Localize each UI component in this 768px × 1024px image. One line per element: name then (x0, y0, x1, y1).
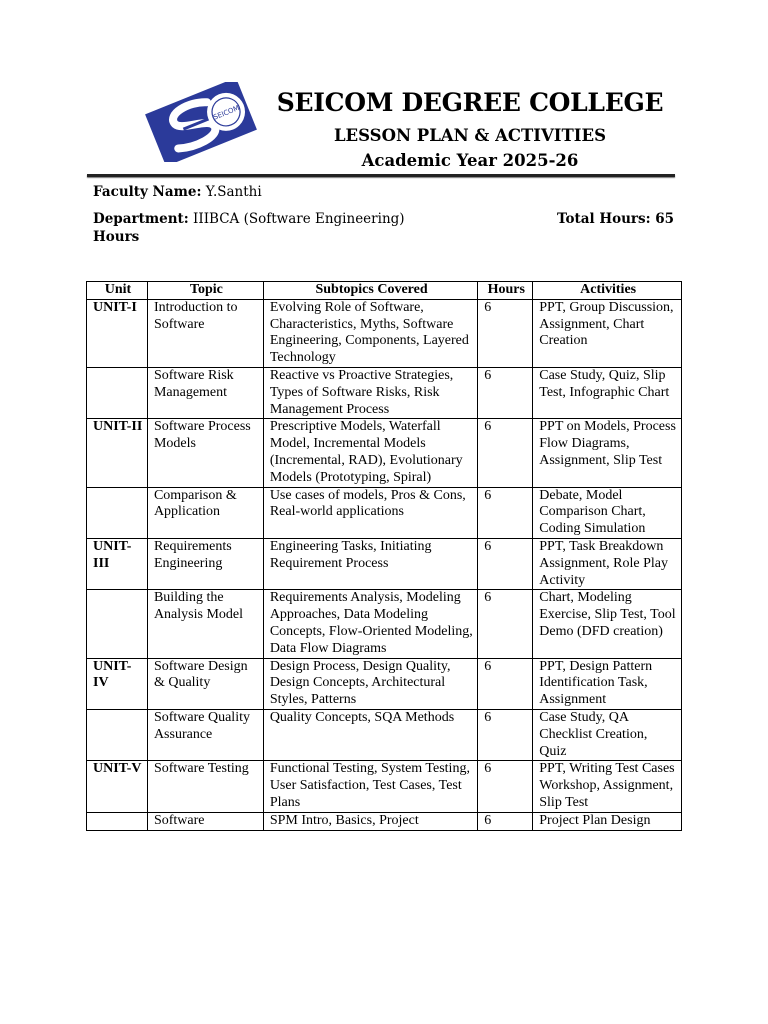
subtopics-cell: Use cases of models, Pros & Cons, Real-world applications (263, 487, 477, 538)
unit-cell: UNIT-IV (87, 658, 148, 709)
activities-cell: Case Study, QA Checklist Creation, Quiz (533, 709, 682, 760)
hours-word: Hours (93, 229, 140, 245)
lesson-plan-table (86, 281, 682, 831)
department-line (93, 211, 405, 227)
college-logo (142, 82, 260, 162)
hours-cell: 6 (478, 709, 533, 760)
faculty-label: Faculty Name: (93, 184, 202, 200)
unit-cell (87, 487, 148, 538)
table-row (87, 590, 682, 658)
subtopics-cell: Evolving Role of Software, Characteristics, Myths, Software Engineering, Components, Layered Technology (263, 299, 477, 367)
activities-cell: PPT on Models, Process Flow Diagrams, Assignment, Slip Test (533, 419, 682, 487)
faculty-line (93, 184, 262, 200)
activities-cell: PPT, Task Breakdown Assignment, Role Play Activity (533, 538, 682, 589)
activities-cell: Debate, Model Comparison Chart, Coding Simulation (533, 487, 682, 538)
hours-cell: 6 (478, 590, 533, 658)
table-row (87, 709, 682, 760)
unit-cell (87, 590, 148, 658)
total-hours: Total Hours: 65 (557, 211, 675, 227)
topic-cell: Comparison & Application (147, 487, 263, 538)
header-subtopics: Subtopics Covered (263, 282, 477, 300)
department-label: Department: (93, 211, 189, 227)
college-name: SEICOM DEGREE COLLEGE (276, 88, 664, 117)
subtopics-cell: Reactive vs Proactive Strategies, Types of Software Risks, Risk Management Process (263, 367, 477, 418)
topic-cell: Software Testing (147, 761, 263, 812)
activities-cell: Project Plan Design (533, 812, 682, 830)
hours-cell: 6 (478, 761, 533, 812)
table-row (87, 299, 682, 367)
header-activities: Activities (533, 282, 682, 300)
hours-cell: 6 (478, 538, 533, 589)
topic-cell: Software Quality Assurance (147, 709, 263, 760)
hours-cell: 6 (478, 487, 533, 538)
table-row (87, 658, 682, 709)
academic-year: Academic Year 2025-26 (361, 151, 579, 170)
department-value: IIIBCA (Software Engineering) (193, 211, 405, 227)
topic-cell: Software Risk Management (147, 367, 263, 418)
hours-cell: 6 (478, 419, 533, 487)
activities-cell: Chart, Modeling Exercise, Slip Test, Tool Demo (DFD creation) (533, 590, 682, 658)
hours-cell: 6 (478, 299, 533, 367)
subtopics-cell: Prescriptive Models, Waterfall Model, Incremental Models (Incremental, RAD), Evolutionary Models (Prototyping, Spiral) (263, 419, 477, 487)
subtopics-cell: Engineering Tasks, Initiating Requirement Process (263, 538, 477, 589)
document-title: LESSON PLAN & ACTIVITIES (333, 126, 607, 145)
table-row (87, 538, 682, 589)
table-row (87, 487, 682, 538)
subtopics-cell: Requirements Analysis, Modeling Approaches, Data Modeling Concepts, Flow-Oriented Modeling, Data Flow Diagrams (263, 590, 477, 658)
hours-cell: 6 (478, 367, 533, 418)
topic-cell: Requirements Engineering (147, 538, 263, 589)
topic-cell: Introduction to Software (147, 299, 263, 367)
subtopics-cell: SPM Intro, Basics, Project (263, 812, 477, 830)
subtopics-cell: Design Process, Design Quality, Design Concepts, Architectural Styles, Patterns (263, 658, 477, 709)
activities-cell: PPT, Group Discussion, Assignment, Chart Creation (533, 299, 682, 367)
logo-text: SEICOM (212, 103, 241, 122)
activities-cell: PPT, Writing Test Cases Workshop, Assignment, Slip Test (533, 761, 682, 812)
unit-cell (87, 812, 148, 830)
unit-cell: UNIT-V (87, 761, 148, 812)
table-header-row (87, 282, 682, 300)
table-row (87, 761, 682, 812)
subtopics-cell: Quality Concepts, SQA Methods (263, 709, 477, 760)
table-row (87, 419, 682, 487)
table-row (87, 367, 682, 418)
topic-cell: Software (147, 812, 263, 830)
unit-cell: UNIT-I (87, 299, 148, 367)
header-divider (87, 174, 675, 177)
hours-cell: 6 (478, 658, 533, 709)
header-hours: Hours (478, 282, 533, 300)
activities-cell: PPT, Design Pattern Identification Task, Assignment (533, 658, 682, 709)
unit-cell (87, 709, 148, 760)
topic-cell: Building the Analysis Model (147, 590, 263, 658)
header-unit: Unit (87, 282, 148, 300)
header-topic: Topic (147, 282, 263, 300)
faculty-value: Y.Santhi (205, 184, 262, 200)
topic-cell: Software Process Models (147, 419, 263, 487)
activities-cell: Case Study, Quiz, Slip Test, Infographic Chart (533, 367, 682, 418)
unit-cell: UNIT-II (87, 419, 148, 487)
table-row (87, 812, 682, 830)
unit-cell (87, 367, 148, 418)
topic-cell: Software Design & Quality (147, 658, 263, 709)
unit-cell: UNIT-III (87, 538, 148, 589)
hours-cell: 6 (478, 812, 533, 830)
subtopics-cell: Functional Testing, System Testing, User Satisfaction, Test Cases, Test Plans (263, 761, 477, 812)
